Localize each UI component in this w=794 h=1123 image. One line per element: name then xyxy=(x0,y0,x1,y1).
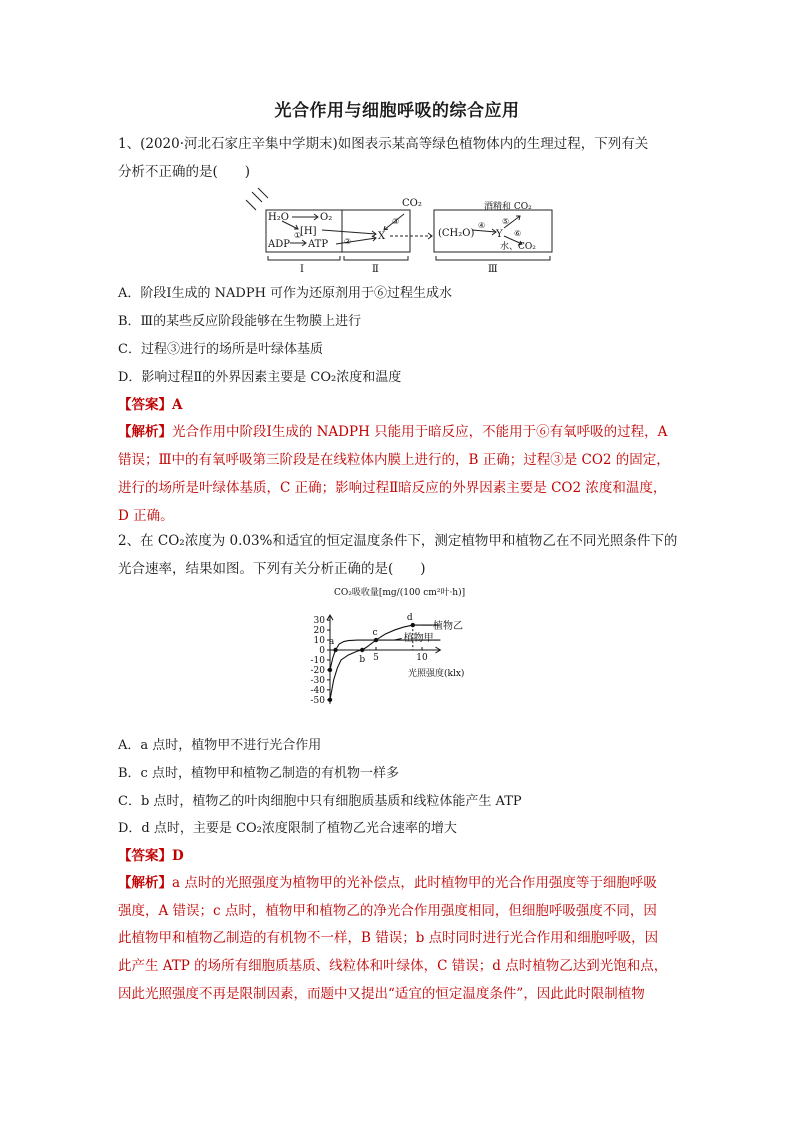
q1-stem-line1: 1、(2020·河北石家庄辛集中学期末)如图表示某高等绿色植物体内的生理过程，下列有关 xyxy=(118,136,649,152)
dia-h: [H] xyxy=(300,226,317,237)
q2-stem-line1: 2、在 CO₂浓度为 0.03%和适宜的恒定温度条件下，测定植物甲和植物乙在不同光照条件下的 xyxy=(118,533,678,549)
chart-x-tick-label: 10 xyxy=(416,653,428,663)
chart-series-label-2: 植物乙 xyxy=(433,621,464,633)
q1-answer: 【答案】A xyxy=(118,397,183,413)
chart-y-tick-label: -20 xyxy=(310,665,325,676)
q2-option-b: B．c 点时，植物甲和植物乙制造的有机物一样多 xyxy=(118,766,399,781)
chart-xlabel: 光照强度(klx) xyxy=(408,669,465,679)
dia-n6: ⑥ xyxy=(514,229,522,238)
q2-stem-line2: 光合速率，结果如图。下列有关分析正确的是( ) xyxy=(118,561,426,577)
dia-stage3: Ⅲ xyxy=(488,264,498,275)
q2-explanation-line5 xyxy=(118,980,678,1008)
chart-point-intercept-1 xyxy=(328,668,332,672)
chart-point-label-d: d xyxy=(406,613,413,624)
chart-y-tick-label: 30 xyxy=(313,616,325,627)
q1-explanation-line1 xyxy=(118,418,678,446)
dia-stage1: Ⅰ xyxy=(300,264,304,275)
q1-process-diagram xyxy=(240,184,560,276)
dia-o2: O₂ xyxy=(320,212,333,223)
q1-explanation-line3: 进行的场所是叶绿体基质，C 正确；影响过程Ⅱ暗反应的外界因素主要是 CO2 浓度和温度， xyxy=(118,480,667,496)
chart-point-label-a: a xyxy=(328,637,335,647)
q2-explanation-line4: 此产生 ATP 的场所有细胞质基质、线粒体和叶绿体，C 错误；d 点时植物乙达到光饱和点， xyxy=(118,958,668,974)
dia-jiujing: 酒精和 CO₂ xyxy=(484,202,532,212)
q2-answer: 【答案】D xyxy=(118,848,184,864)
q2-chart xyxy=(290,584,520,726)
chart-point-c xyxy=(374,638,378,642)
chart-y-tick-label: -50 xyxy=(310,695,325,706)
q2-explanation-line3: 此植物甲和植物乙制造的有机物不一样，B 错误；b 点时同时进行光合作用和细胞呼吸，因 xyxy=(118,930,659,946)
q1-explanation-line2: 错误；Ⅲ中的有氧呼吸第三阶段是在线粒体内膜上进行的，B 正确；过程③是 CO2 的固定， xyxy=(118,452,670,468)
dia-x: X xyxy=(378,231,386,242)
q2-exp-text5c: ，因此此时限制植物 xyxy=(523,986,645,1002)
dia-stage2: Ⅱ xyxy=(372,264,379,275)
q2-explanation-line1 xyxy=(118,869,678,897)
page-title: 光合作用与细胞呼吸的综合应用 xyxy=(274,101,520,121)
chart-y-tick-label: 0 xyxy=(319,646,325,656)
dia-n3: ③ xyxy=(392,217,400,226)
q2-option-d: D．d 点时，主要是 CO₂浓度限制了植物乙光合速率的增大 xyxy=(118,821,457,836)
q2-explanation-line2: 强度，A 错误；c 点时，植物甲和植物乙的净光合作用强度相同，但细胞呼吸强度不同，因 xyxy=(118,903,657,919)
q2-exp-text5a: 因此光照强度不再是限制因素，而题中又提出 xyxy=(118,986,388,1002)
q1-stem-line2: 分析不正确的是( ) xyxy=(118,164,251,180)
chart-y-tick-label: 20 xyxy=(313,626,325,637)
chart-point-label-c: c xyxy=(372,628,378,639)
chart-y-tick-label: -10 xyxy=(310,655,325,666)
chart-y-tick-label: -30 xyxy=(310,675,325,686)
chart-point-b xyxy=(360,648,364,652)
dia-adp: ADP xyxy=(268,239,290,250)
q1-option-c: C．过程③进行的场所是叶绿体基质 xyxy=(118,342,323,357)
dia-n1: ① xyxy=(294,231,302,240)
dia-shui: 水、CO₂ xyxy=(500,242,536,252)
chart-x-tick-label: 5 xyxy=(373,653,379,663)
dia-n4: ④ xyxy=(478,221,486,230)
q1-explanation-line4: D 正确。 xyxy=(118,508,174,524)
q2-option-a: A．a 点时，植物甲不进行光合作用 xyxy=(118,738,322,753)
dia-ch2o: (CH₂O) xyxy=(438,228,475,239)
chart-ylabel: CO₂吸收量[mg/(100 cm²叶·h)] xyxy=(334,588,466,598)
chart-point-a xyxy=(333,648,337,652)
q2-exp-quote: “适宜的恒定温度条件” xyxy=(388,986,524,1002)
q1-exp-text1: 光合作用中阶段Ⅰ生成的 NADPH 只能用于暗反应，不能用于⑥有氧呼吸的过程，A xyxy=(172,424,668,440)
chart-point-label-b: b xyxy=(359,655,366,665)
dia-n5: ⑤ xyxy=(502,217,510,226)
q1-option-b: B．Ⅲ的某些反应阶段能够在生物膜上进行 xyxy=(118,314,362,329)
q2-exp-label: 【解析】 xyxy=(118,875,172,891)
dia-atp: ATP xyxy=(308,239,329,250)
q1-exp-label: 【解析】 xyxy=(118,424,172,440)
chart-y-tick-label: -40 xyxy=(310,685,325,696)
chart-series-label-1: 植物甲 xyxy=(403,633,434,645)
dia-co2: CO₂ xyxy=(402,198,422,209)
q2-option-c: C．b 点时，植物乙的叶肉细胞中只有细胞质基质和线粒体能产生 ATP xyxy=(118,794,522,809)
chart-point-intercept-2 xyxy=(328,698,332,702)
q1-option-d: D．影响过程Ⅱ的外界因素主要是 CO₂浓度和温度 xyxy=(118,370,402,385)
chart-y-tick-label: 10 xyxy=(313,636,325,647)
dia-n2: ② xyxy=(344,237,352,246)
dia-h2o: H₂O xyxy=(268,212,289,223)
q2-exp-text1: a 点时的光照强度为植物甲的光补偿点，此时植物甲的光合作用强度等于细胞呼吸 xyxy=(172,875,657,891)
dia-y: Y xyxy=(496,229,503,240)
q1-option-a: A．阶段Ⅰ生成的 NADPH 可作为还原剂用于⑥过程生成水 xyxy=(118,286,453,301)
